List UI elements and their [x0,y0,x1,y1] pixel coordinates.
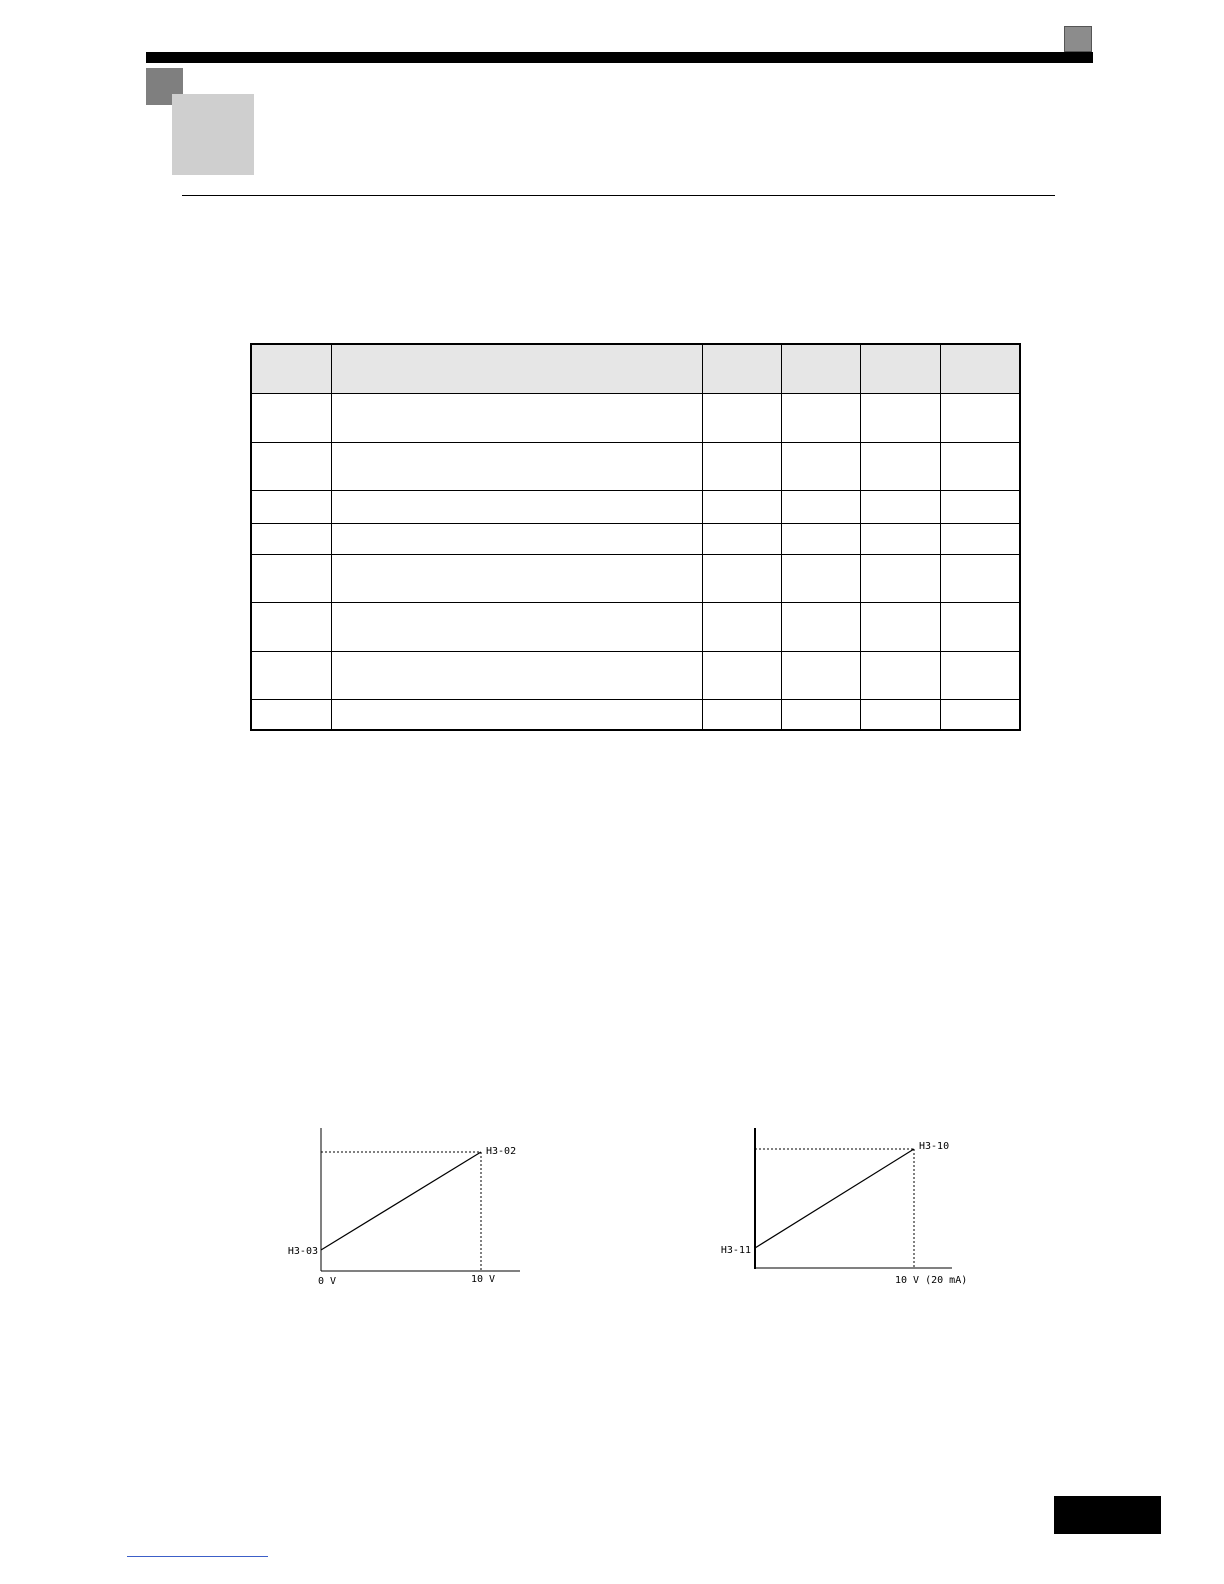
table-cell [331,523,702,554]
table-cell [860,699,940,730]
table-cell [860,490,940,523]
table-row [251,554,1020,602]
table-row [251,651,1020,699]
table-cell [331,442,702,490]
table-cell [940,602,1020,651]
table-cell [860,602,940,651]
table-row [251,602,1020,651]
table-cell [702,602,781,651]
characteristic-line [321,1152,481,1250]
table-row [251,523,1020,554]
title-rule [182,195,1055,196]
table-cell [860,393,940,442]
gain-label: H3-02 [486,1146,517,1157]
table-cell [331,651,702,699]
table-cell [940,699,1020,730]
characteristic-line [755,1149,914,1248]
table-cell [331,490,702,523]
table-cell [251,699,331,730]
table-cell [702,523,781,554]
table-cell [940,523,1020,554]
table-cell [860,554,940,602]
table-cell [702,393,781,442]
table-row [251,490,1020,523]
header-cell [860,344,940,393]
gain-label: H3-10 [919,1141,950,1152]
table-cell [781,393,860,442]
table-cell [940,393,1020,442]
parameter-table [250,343,1021,731]
table-cell [251,442,331,490]
footer-link-underline[interactable] [127,1556,268,1557]
table-row [251,442,1020,490]
table-cell [940,490,1020,523]
table-cell [940,554,1020,602]
header-bar [146,52,1093,63]
table-cell [940,651,1020,699]
header-cell [702,344,781,393]
table-cell [331,554,702,602]
table-cell [781,699,860,730]
table-cell [251,393,331,442]
table-cell [860,523,940,554]
page-number-box [1054,1496,1161,1534]
table-cell [702,651,781,699]
table-cell [251,602,331,651]
table-header-row [251,344,1020,393]
table-cell [251,523,331,554]
table-cell [251,554,331,602]
table-cell [781,554,860,602]
table-cell [702,490,781,523]
table-cell [940,442,1020,490]
table-cell [702,554,781,602]
chart-current-input [700,1120,970,1300]
table-cell [781,651,860,699]
bias-label: H3-11 [720,1245,751,1256]
table-cell [331,393,702,442]
x-max-label: 10 V [471,1274,496,1285]
table-row [251,699,1020,730]
table-cell [781,490,860,523]
section-marker-light [172,94,254,175]
x-max-label: 10 V (20 mA) [895,1275,968,1286]
header-cell [940,344,1020,393]
table-row [251,393,1020,442]
table-cell [860,651,940,699]
table-cell [331,602,702,651]
table-cell [251,490,331,523]
chart-voltage-input [270,1120,540,1300]
table-cell [781,602,860,651]
table-cell [251,651,331,699]
bias-label: H3-03 [287,1246,318,1257]
table-cell [860,442,940,490]
header-cell [251,344,331,393]
table-cell [331,699,702,730]
table-cell [781,523,860,554]
table-cell [702,699,781,730]
page-tab-marker [1064,26,1092,52]
x-min-label: 0 V [318,1276,337,1287]
header-cell [331,344,702,393]
table-cell [702,442,781,490]
header-cell [781,344,860,393]
table-cell [781,442,860,490]
